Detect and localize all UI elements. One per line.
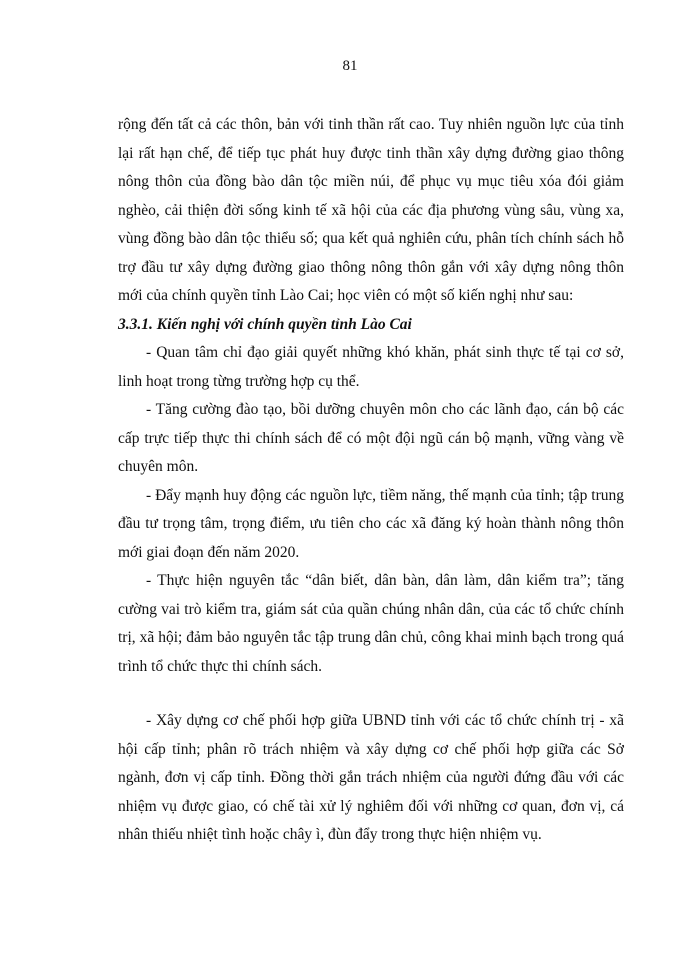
recommendation-item-5: - Xây dựng cơ chế phối hợp giữa UBND tỉnh với các tổ chức chính trị - xã hội cấp tỉnh; phân rõ trách nhiệm và xây dựng cơ chế phối hợp giữa các Sở ngành, đơn vị cấp tỉnh. Đồng thời gắn trách nhiệm của người đứng đầu với các nhiệm vụ được giao, có chế tài xử lý nghiêm đối với những cơ quan, đơn vị, cá nhân thiếu nhiệt tình hoặc chây ì, đùn đẩy trong thực hiện nhiệm vụ. (118, 712, 624, 843)
recommendation-item-1: - Quan tâm chỉ đạo giải quyết những khó khăn, phát sinh thực tế tại cơ sở, linh hoạt trong từng trường hợp cụ thể. (118, 344, 624, 390)
recommendation-item-4: - Thực hiện nguyên tắc “dân biết, dân bàn, dân làm, dân kiểm tra”; tăng cường vai trò kiểm tra, giám sát của quần chúng nhân dân, của các tổ chức chính trị, xã hội; đảm bảo nguyên tắc tập trung dân chủ, công khai minh bạch trong quá trình tổ chức thực thi chính sách. (118, 572, 624, 675)
recommendation-item-3: - Đẩy mạnh huy động các nguồn lực, tiềm năng, thế mạnh của tỉnh; tập trung đầu tư trọng tâm, trọng điểm, ưu tiên cho các xã đăng ký hoàn thành nông thôn mới giai đoạn đến năm 2020. (118, 486, 624, 561)
intro-paragraph: rộng đến tất cả các thôn, bản với tinh thần rất cao. Tuy nhiên nguồn lực của tỉnh lại rất hạn chế, để tiếp tục phát huy được tinh thần xây dựng đường giao thông nông thôn của đồng bào dân tộc miền núi, để phục vụ mục tiêu xóa đói giảm nghèo, cải thiện đời sống kinh tế xã hội của các địa phương vùng sâu, vùng xa, vùng đồng bào dân tộc thiểu số; qua kết quả nghiên cứu, phân tích chính sách hỗ trợ đầu tư xây dựng đường giao thông nông thôn gắn với xây dựng nông thôn mới của chính quyền tỉnh Lào Cai; học viên có một số kiến nghị như sau: (118, 116, 624, 304)
paragraph-gap (118, 681, 624, 707)
recommendation-item-2: - Tăng cường đào tạo, bồi dưỡng chuyên môn cho các lãnh đạo, cán bộ các cấp trực tiếp thực thi chính sách để có một đội ngũ cán bộ mạnh, vững vàng về chuyên môn. (118, 401, 624, 475)
section-heading: 3.3.1. Kiến nghị với chính quyền tỉnh Lào Cai (118, 315, 412, 333)
page-number: 81 (342, 58, 358, 74)
document-body (118, 111, 624, 850)
